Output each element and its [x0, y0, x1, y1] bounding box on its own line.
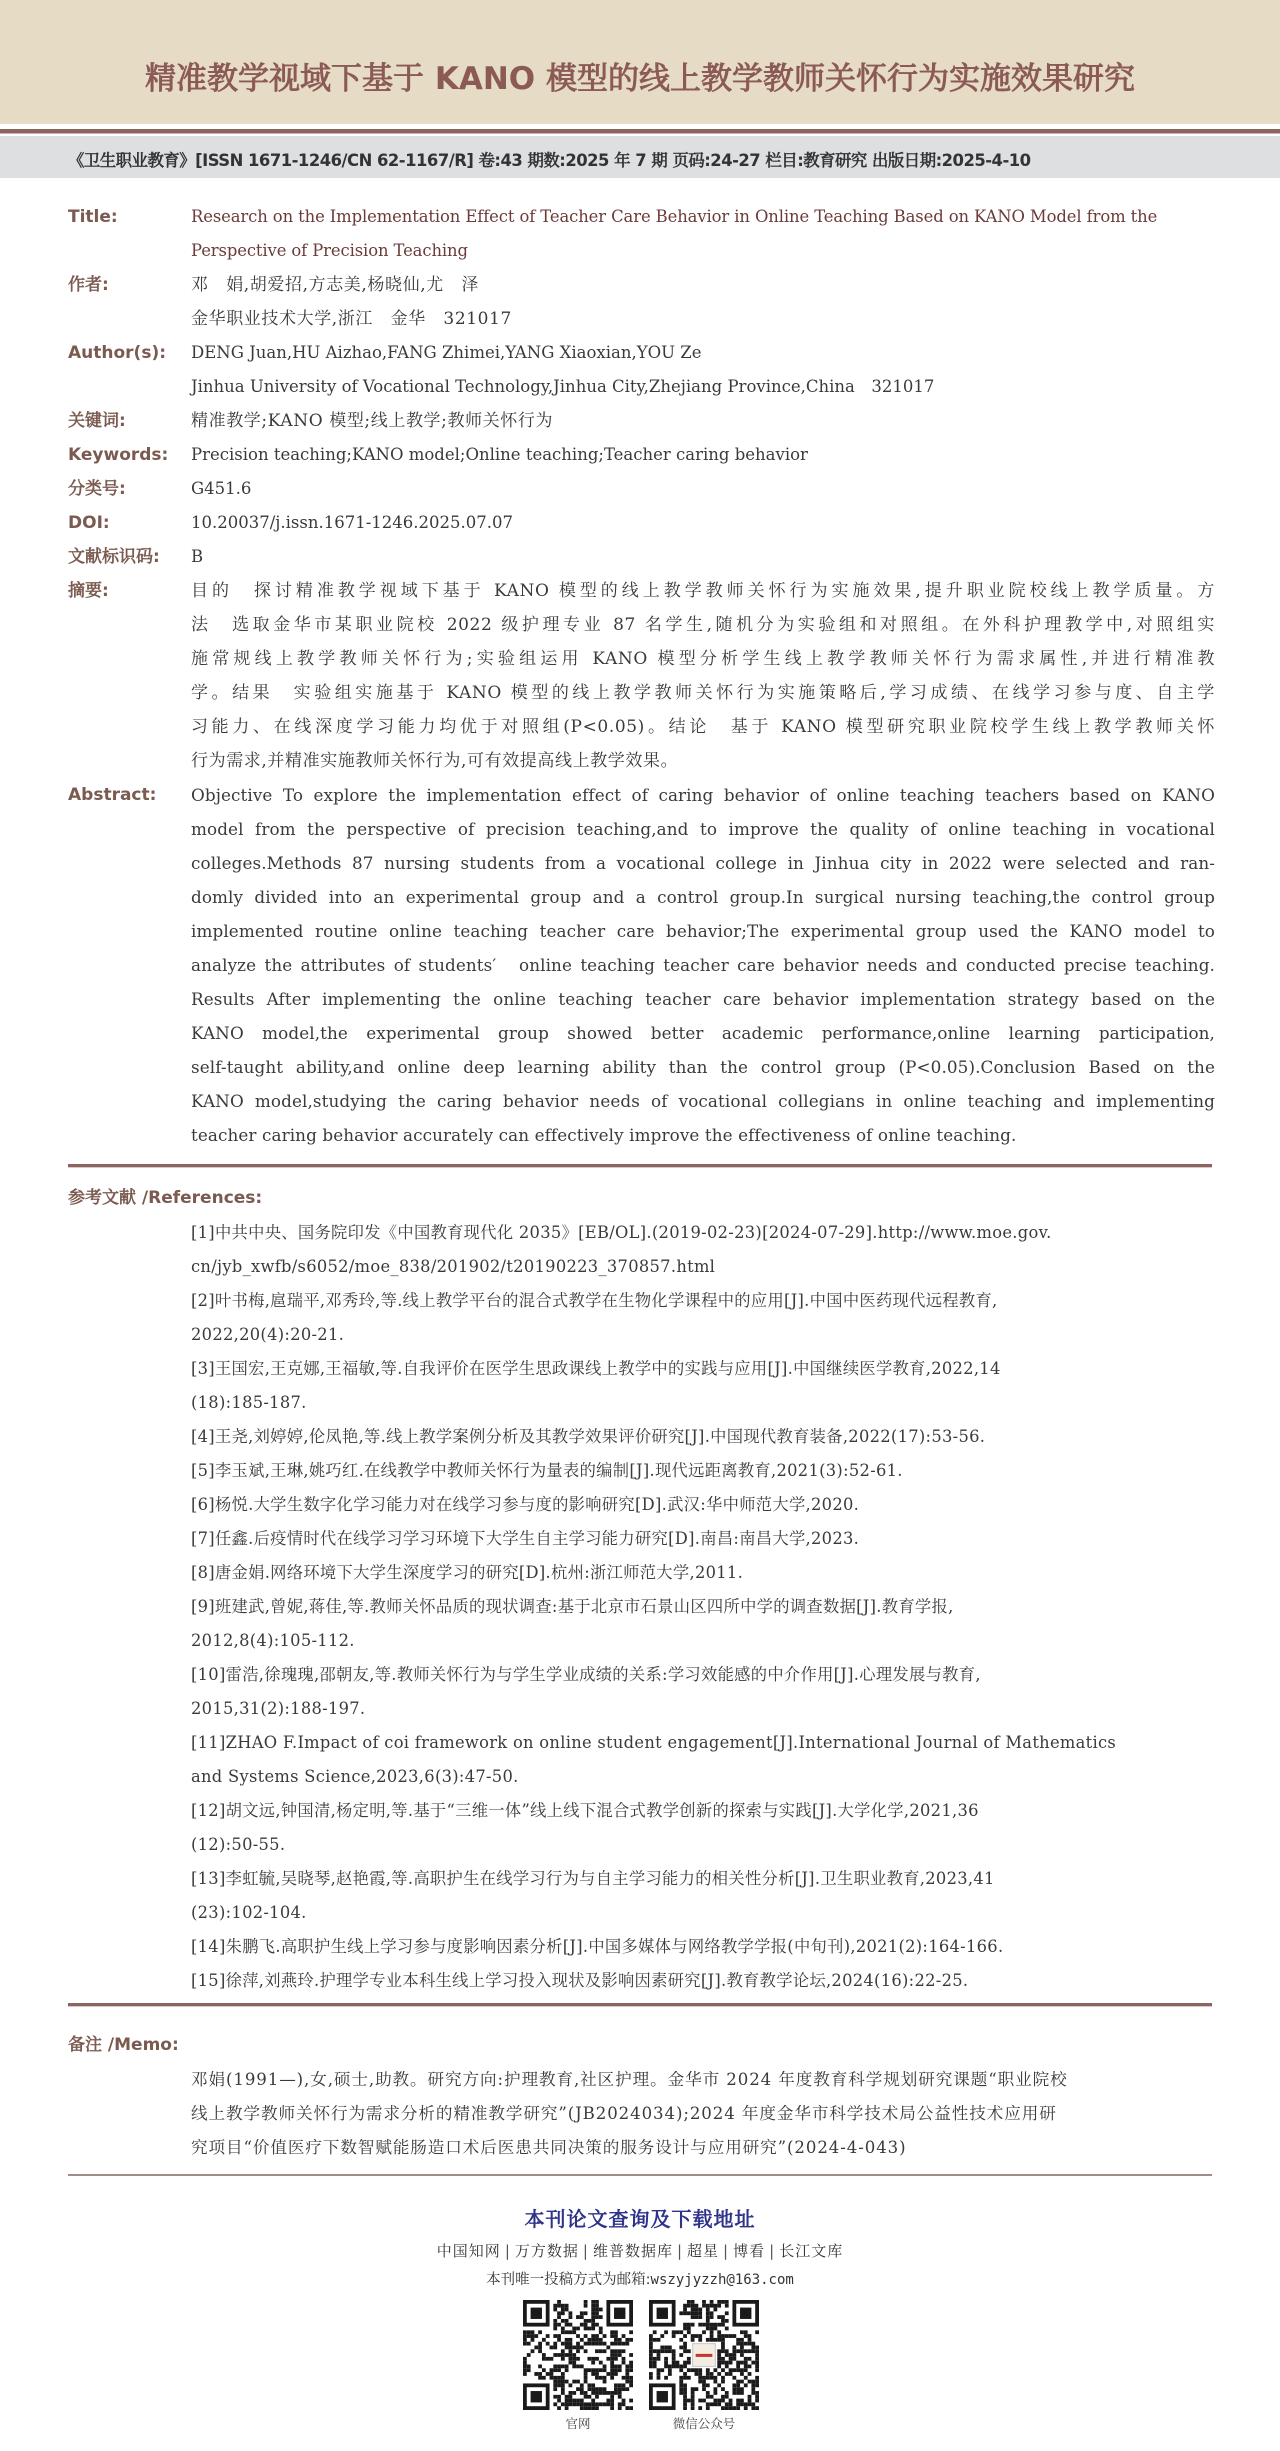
field-label-classification: 分类号: — [68, 479, 126, 499]
qr-caption: 官网 — [565, 2416, 591, 2431]
reference-line: [15]徐萍,刘燕玲.护理学专业本科生线上学习投入现状及影响因素研究[J].教育教学论坛,2024(16):22-25. — [191, 1971, 969, 1990]
reference-line: [14]朱鹏飞.高职护生线上学习参与度影响因素分析[J].中国多媒体与网络教学学报(中旬刊),2021(2):164-166. — [191, 1937, 1004, 1956]
field-abstract-cn — [0, 574, 1280, 778]
field-value-authors-en — [191, 336, 1215, 404]
reference-line: [2]叶书梅,扈瑞平,邓秀玲,等.线上教学平台的混合式教学在生物化学课程中的应用[J].中国中医药现代远程教育, — [191, 1291, 998, 1310]
journal-meta: 《卫生职业教育》[ISSN 1671-1246/CN 62-1167/R] 卷:43 期数:2025 年 7 期 页码:24-27 栏目:教育研究 出版日期:2025-4-10 — [68, 151, 1031, 170]
site-separator: | — [723, 2242, 730, 2260]
title-line: Research on the Implementation Effect of Teacher Care Behavior in Online Teaching Based on KANO Model from the — [191, 207, 1158, 226]
abstract-en-line: colleges.Methods 87 nursing students from a vocational college in Jinhua city in 2022 were selected and ran- — [191, 853, 1215, 873]
field-label-abstract-en: Abstract: — [68, 785, 157, 805]
database-link[interactable]: 博看 — [733, 2242, 766, 2260]
article-fields — [0, 200, 1280, 1152]
affiliation-en-line: Jinhua University of Vocational Technology,Jinhua City,Zhejiang Province,China 321017 — [191, 377, 935, 396]
reference-line: [11]ZHAO F.Impact of coi framework on online student engagement[J].International Journal of Mathematics — [191, 1733, 1117, 1752]
abstract-en-line: teacher caring behavior accurately can effectively improve the effectiveness of online teaching. — [191, 1125, 1017, 1145]
site-separator: | — [676, 2242, 684, 2260]
database-link[interactable]: 中国知网 — [436, 2242, 501, 2260]
abstract-cn-line: 学。结果 实验组实施基于 KANO 模型的线上教学教师关怀行为实施策略后,学习成绩、在线学习参与度、自主学 — [191, 683, 1215, 703]
qr-caption: 微信公众号 — [672, 2416, 736, 2431]
memo-line: 线上教学教师关怀行为需求分析的精准教学研究”(JB2024034);2024 年度金华市科学技术局公益性技术应用研 — [191, 2104, 1057, 2123]
reference-line: [9]班建武,曾妮,蒋佳,等.教师关怀品质的现状调查:基于北京市石景山区四所中学的调查数据[J].教育学报, — [191, 1597, 954, 1616]
references-list — [191, 1216, 1215, 1998]
field-doc-code — [0, 540, 1280, 574]
reference-line: and Systems Science,2023,6(3):47-50. — [191, 1767, 519, 1786]
field-value-abstract-cn — [191, 574, 1215, 778]
reference-line: 2012,8(4):105-112. — [191, 1631, 355, 1650]
field-keywords-en — [0, 438, 1280, 472]
header-divider — [0, 129, 1280, 134]
abstract-en-line: implemented routine online teaching teacher care behavior;The experimental group used the KANO model to — [191, 921, 1215, 941]
journal-meta-band — [0, 136, 1280, 178]
abstract-cn-line: 施常规线上教学教师关怀行为;实验组运用 KANO 模型分析学生线上教学教师关怀行为需求属性,并进行精准教 — [191, 649, 1215, 669]
memo-heading: 备注 /Memo: — [68, 2035, 179, 2055]
references-heading: 参考文献 /References: — [68, 1188, 263, 1208]
reference-line: (18):185-187. — [191, 1393, 307, 1412]
field-value-keywords-cn-wrap — [191, 404, 1215, 438]
affiliation-cn-line: 金华职业技术大学,浙江 金华 321017 — [191, 309, 512, 329]
abstract-cn-line: 习能力、在线深度学习能力均优于对照组(P<0.05)。结论 基于 KANO 模型研究职业院校学生线上教学教师关怀 — [191, 717, 1215, 737]
qr-wechat[interactable] — [649, 2300, 759, 2432]
authors-en-line: DENG Juan,HU Aizhao,FANG Zhimei,YANG Xiaoxian,YOU Ze — [191, 343, 702, 362]
field-doi — [0, 506, 1280, 540]
footer-divider — [68, 2174, 1212, 2176]
abstract-cn-line: 行为需求,并精准实施教师关怀行为,可有效提高线上教学效果。 — [191, 751, 679, 771]
qr-code-icon[interactable] — [523, 2300, 633, 2410]
site-separator: | — [769, 2242, 776, 2260]
field-value-keywords-en-wrap — [191, 438, 1215, 472]
authors-cn-line: 邓 娟,胡爱招,方志美,杨晓仙,尤 泽 — [191, 275, 480, 295]
field-label-authors-cn: 作者: — [68, 275, 109, 295]
database-link[interactable]: 万方数据 — [514, 2242, 579, 2260]
reference-line: 2015,31(2):188-197. — [191, 1699, 366, 1718]
database-link[interactable]: 超星 — [687, 2242, 720, 2260]
title-line: Perspective of Precision Teaching — [191, 241, 468, 260]
field-label-doi: DOI: — [68, 513, 110, 533]
field-value-abstract-en — [191, 778, 1215, 1152]
site-separator: | — [504, 2242, 511, 2260]
reference-line: [12]胡文远,钟国清,杨定明,等.基于“三维一体”线上线下混合式教学创新的探索与实践[J].大学化学,2021,36 — [191, 1801, 979, 1820]
database-list — [0, 2240, 1280, 2261]
field-value-classification-wrap — [191, 472, 1215, 506]
field-classification — [0, 472, 1280, 506]
abstract-en-line: domly divided into an experimental group and a control group.In surgical nursing teaching,the control group — [191, 887, 1215, 907]
field-value-doc-code-wrap — [191, 540, 1215, 574]
field-authors-en — [0, 336, 1280, 404]
memo-line: 邓娟(1991—),女,硕士,助教。研究方向:护理教育,社区护理。金华市 2024 年度教育科学规划研究课题“职业院校 — [191, 2070, 1068, 2089]
reference-line: [5]李玉斌,王琳,姚巧红.在线教学中教师关怀行为量表的编制[J].现代远距离教育,2021(3):52-61. — [191, 1461, 903, 1480]
reference-line: [6]杨悦.大学生数字化学习能力对在线学习参与度的影响研究[D].武汉:华中师范大学,2020. — [191, 1495, 860, 1514]
field-value-title — [191, 200, 1215, 268]
memo-divider — [68, 2003, 1212, 2007]
site-separator: | — [582, 2242, 589, 2260]
abstract-cn-line: 目的 探讨精准教学视域下基于 KANO 模型的线上教学教师关怀行为实施效果,提升职业院校线上教学质量。方 — [191, 581, 1215, 601]
field-abstract-en — [0, 778, 1280, 1152]
field-label-keywords-en: Keywords: — [68, 445, 169, 465]
abstract-en-line: KANO model,the experimental group showed better academic performance,online learning participation, — [191, 1023, 1215, 1043]
abstract-cn-line: 法 选取金华市某职业院校 2022 级护理专业 87 名学生,随机分为实验组和对照组。在外科护理教学中,对照组实 — [191, 615, 1215, 635]
field-label-authors-en: Author(s): — [68, 343, 167, 363]
abstract-en-line: KANO model,studying the caring behavior needs of vocational collegians in online teaching and implementing — [191, 1091, 1215, 1111]
reference-line: cn/jyb_xwfb/s6052/moe_838/201902/t20190223_370857.html — [191, 1257, 716, 1276]
reference-line: (23):102-104. — [191, 1903, 307, 1922]
field-label-doc-code: 文献标识码: — [68, 547, 160, 567]
reference-line: [13]李虹毓,吴晓琴,赵艳霞,等.高职护生在线学习行为与自主学习能力的相关性分析[J].卫生职业教育,2023,41 — [191, 1869, 995, 1888]
field-authors-cn — [0, 268, 1280, 336]
qr-official-site[interactable] — [523, 2300, 633, 2432]
title-band — [0, 0, 1280, 124]
reference-line: [10]雷浩,徐瑰瑰,邵朝友,等.教师关怀行为与学生学业成绩的关系:学习效能感的中介作用[J].心理发展与教育, — [191, 1665, 981, 1684]
field-label-abstract-cn: 摘要: — [68, 581, 109, 601]
memo-body — [191, 2063, 1215, 2165]
database-link[interactable]: 维普数据库 — [592, 2242, 673, 2260]
field-value-authors-cn — [191, 268, 1215, 336]
abstract-en-line: model from the perspective of precision teaching,and to improve the quality of online teaching in vocational — [191, 819, 1215, 839]
reference-line: [4]王尧,刘婷婷,伦凤艳,等.线上教学案例分析及其教学效果评价研究[J].中国现代教育装备,2022(17):53-56. — [191, 1427, 986, 1446]
reference-line: [7]任鑫.后疫情时代在线学习学习环境下大学生自主学习能力研究[D].南昌:南昌大学,2023. — [191, 1529, 860, 1548]
reference-line: [3]王国宏,王克娜,王福敏,等.自我评价在医学生思政课线上教学中的实践与应用[J].中国继续医学教育,2022,14 — [191, 1359, 1001, 1378]
field-value-keywords-en: Precision teaching;KANO model;Online teaching;Teacher caring behavior — [191, 445, 808, 464]
references-divider — [68, 1164, 1212, 1168]
article-title-cn: 精准教学视域下基于 KANO 模型的线上教学教师关怀行为实施效果研究 — [145, 61, 1135, 97]
memo-line: 究项目“价值医疗下数智赋能肠造口术后医患共同决策的服务设计与应用研究”(2024-4-043) — [191, 2138, 907, 2157]
abstract-en-line: analyze the attributes of students′ online teaching teacher care behavior needs and conducted precise teaching. — [191, 955, 1215, 975]
database-link[interactable]: 长江文库 — [779, 2242, 844, 2260]
field-title — [0, 200, 1280, 268]
reference-line: [1]中共中央、国务院印发《中国教育现代化 2035》[EB/OL].(2019-02-23)[2024-07-29].http://www.moe.gov. — [191, 1223, 1052, 1242]
reference-line: [8]唐金娟.网络环境下大学生深度学习的研究[D].杭州:浙江师范大学,2011. — [191, 1563, 744, 1582]
submission-email-line — [0, 2268, 1280, 2289]
abstract-en-line: Results After implementing the online teaching teacher care behavior implementation strategy based on the — [191, 989, 1215, 1009]
email-label: 本刊唯一投稿方式为邮箱: — [486, 2272, 651, 2288]
field-value-doi-wrap — [191, 506, 1215, 540]
field-label-title: Title: — [68, 207, 118, 227]
field-label-keywords-cn: 关键词: — [68, 411, 126, 431]
abstract-en-line: Objective To explore the implementation effect of caring behavior of online teaching teachers based on KANO — [191, 785, 1215, 805]
field-value-doc-code: B — [191, 547, 204, 566]
footer-title: 本刊论文查询及下载地址 — [524, 2207, 756, 2231]
field-value-keywords-cn: 精准教学;KANO 模型;线上教学;教师关怀行为 — [191, 411, 554, 431]
abstract-en-line: self-taught ability,and online deep learning ability than the control group (P<0.05).Conclusion Based on the — [191, 1057, 1215, 1077]
field-keywords-cn — [0, 404, 1280, 438]
reference-line: 2022,20(4):20-21. — [191, 1325, 345, 1344]
qr-code-icon[interactable] — [649, 2300, 759, 2410]
email-address[interactable]: wszyjyzzh@163.com — [650, 2272, 794, 2288]
reference-line: (12):50-55. — [191, 1835, 286, 1854]
field-value-doi[interactable]: 10.20037/j.issn.1671-1246.2025.07.07 — [191, 513, 514, 532]
field-value-classification: G451.6 — [191, 479, 252, 498]
